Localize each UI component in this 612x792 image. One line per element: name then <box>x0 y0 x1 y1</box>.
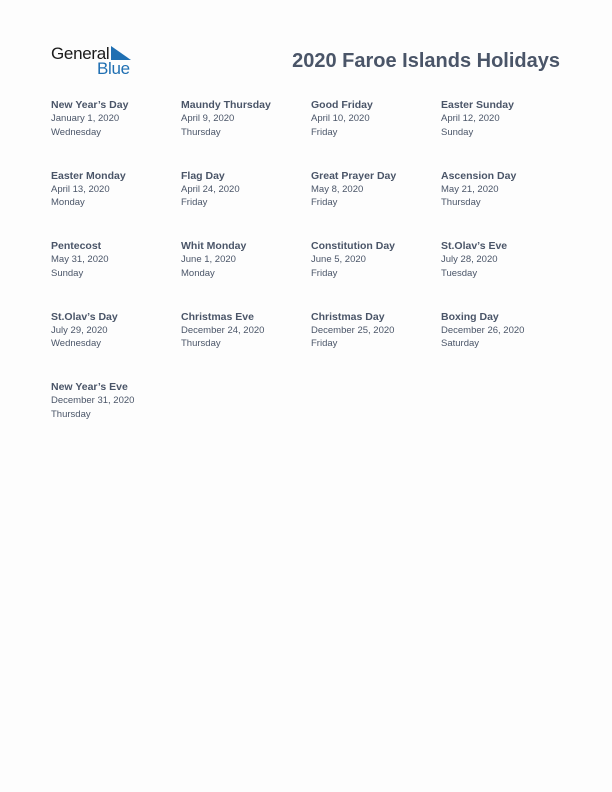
holiday-entry <box>51 98 181 169</box>
holiday-name: Good Friday <box>311 99 373 111</box>
holiday-date: December 25, 2020 <box>311 324 395 336</box>
holiday-date: May 31, 2020 <box>51 254 109 265</box>
page-title: 2020 Faroe Islands Holidays <box>292 50 560 72</box>
holiday-name: New Year’s Day <box>51 99 129 111</box>
holiday-name: Pentecost <box>51 240 102 252</box>
holiday-date: April 12, 2020 <box>441 113 500 124</box>
holiday-grid <box>51 98 571 451</box>
holiday-entry <box>51 380 181 451</box>
holiday-weekday: Friday <box>311 267 338 279</box>
holiday-name: Whit Monday <box>181 240 247 252</box>
holiday-weekday: Thursday <box>181 338 221 349</box>
holiday-name: New Year’s Eve <box>51 381 128 393</box>
holiday-entry <box>181 239 311 310</box>
holiday-date: December 26, 2020 <box>441 324 525 336</box>
holiday-weekday: Monday <box>51 197 85 208</box>
holiday-date: April 10, 2020 <box>311 113 370 124</box>
holiday-entry <box>441 310 571 381</box>
holiday-date: June 5, 2020 <box>311 254 366 265</box>
holiday-name: Ascension Day <box>441 169 517 182</box>
holiday-weekday: Friday <box>311 126 338 138</box>
holiday-weekday: Thursday <box>441 197 481 208</box>
holiday-weekday: Monday <box>181 267 215 279</box>
holiday-date: June 1, 2020 <box>181 254 236 265</box>
holiday-entry <box>441 169 571 240</box>
holiday-name: Constitution Day <box>311 240 395 252</box>
holiday-date: May 8, 2020 <box>311 183 364 195</box>
holiday-weekday: Saturday <box>441 338 480 349</box>
holiday-date: January 1, 2020 <box>51 113 120 124</box>
holiday-entry <box>311 169 441 240</box>
holiday-date: December 31, 2020 <box>51 395 135 406</box>
holiday-name: St.Olav’s Day <box>51 310 118 323</box>
holiday-entry <box>181 310 311 381</box>
holiday-entry <box>311 310 441 381</box>
holiday-name: Easter Sunday <box>441 99 514 111</box>
holiday-entry <box>51 239 181 310</box>
holiday-entry <box>181 169 311 240</box>
holiday-weekday: Sunday <box>51 267 84 279</box>
holiday-entry <box>311 239 441 310</box>
holiday-weekday: Friday <box>311 338 338 349</box>
holiday-date: April 9, 2020 <box>181 113 235 124</box>
holiday-name: Great Prayer Day <box>311 169 397 182</box>
generalblue-logo <box>51 44 141 78</box>
holiday-name: Easter Monday <box>51 169 126 182</box>
holiday-name: Christmas Eve <box>181 310 254 323</box>
holiday-weekday: Thursday <box>51 408 91 420</box>
holiday-entry <box>181 98 311 169</box>
holiday-name: Maundy Thursday <box>181 99 271 111</box>
holiday-name: Christmas Day <box>311 310 385 323</box>
holiday-date: December 24, 2020 <box>181 324 265 336</box>
holiday-weekday: Friday <box>181 197 208 208</box>
holiday-weekday: Thursday <box>181 126 221 138</box>
holiday-weekday: Wednesday <box>51 126 101 138</box>
holiday-entry <box>51 310 181 381</box>
triangle-flag-icon <box>111 46 131 60</box>
holiday-date: April 24, 2020 <box>181 183 240 195</box>
logo-word-general: General <box>51 44 110 63</box>
logo-word-blue: Blue <box>97 59 130 78</box>
holiday-date: July 29, 2020 <box>51 324 108 336</box>
holiday-entry <box>311 98 441 169</box>
holiday-name: Flag Day <box>181 169 225 182</box>
holiday-weekday: Friday <box>311 197 338 208</box>
holiday-name: Boxing Day <box>441 310 499 323</box>
holiday-name: St.Olav’s Eve <box>441 240 508 252</box>
holiday-weekday: Tuesday <box>441 267 478 279</box>
holiday-date: May 21, 2020 <box>441 183 499 195</box>
holiday-weekday: Sunday <box>441 126 474 138</box>
holiday-entry <box>51 169 181 240</box>
holiday-date: April 13, 2020 <box>51 183 110 195</box>
holiday-entry <box>441 98 571 169</box>
holiday-weekday: Wednesday <box>51 338 101 349</box>
holiday-entry <box>441 239 571 310</box>
holiday-date: July 28, 2020 <box>441 254 498 265</box>
